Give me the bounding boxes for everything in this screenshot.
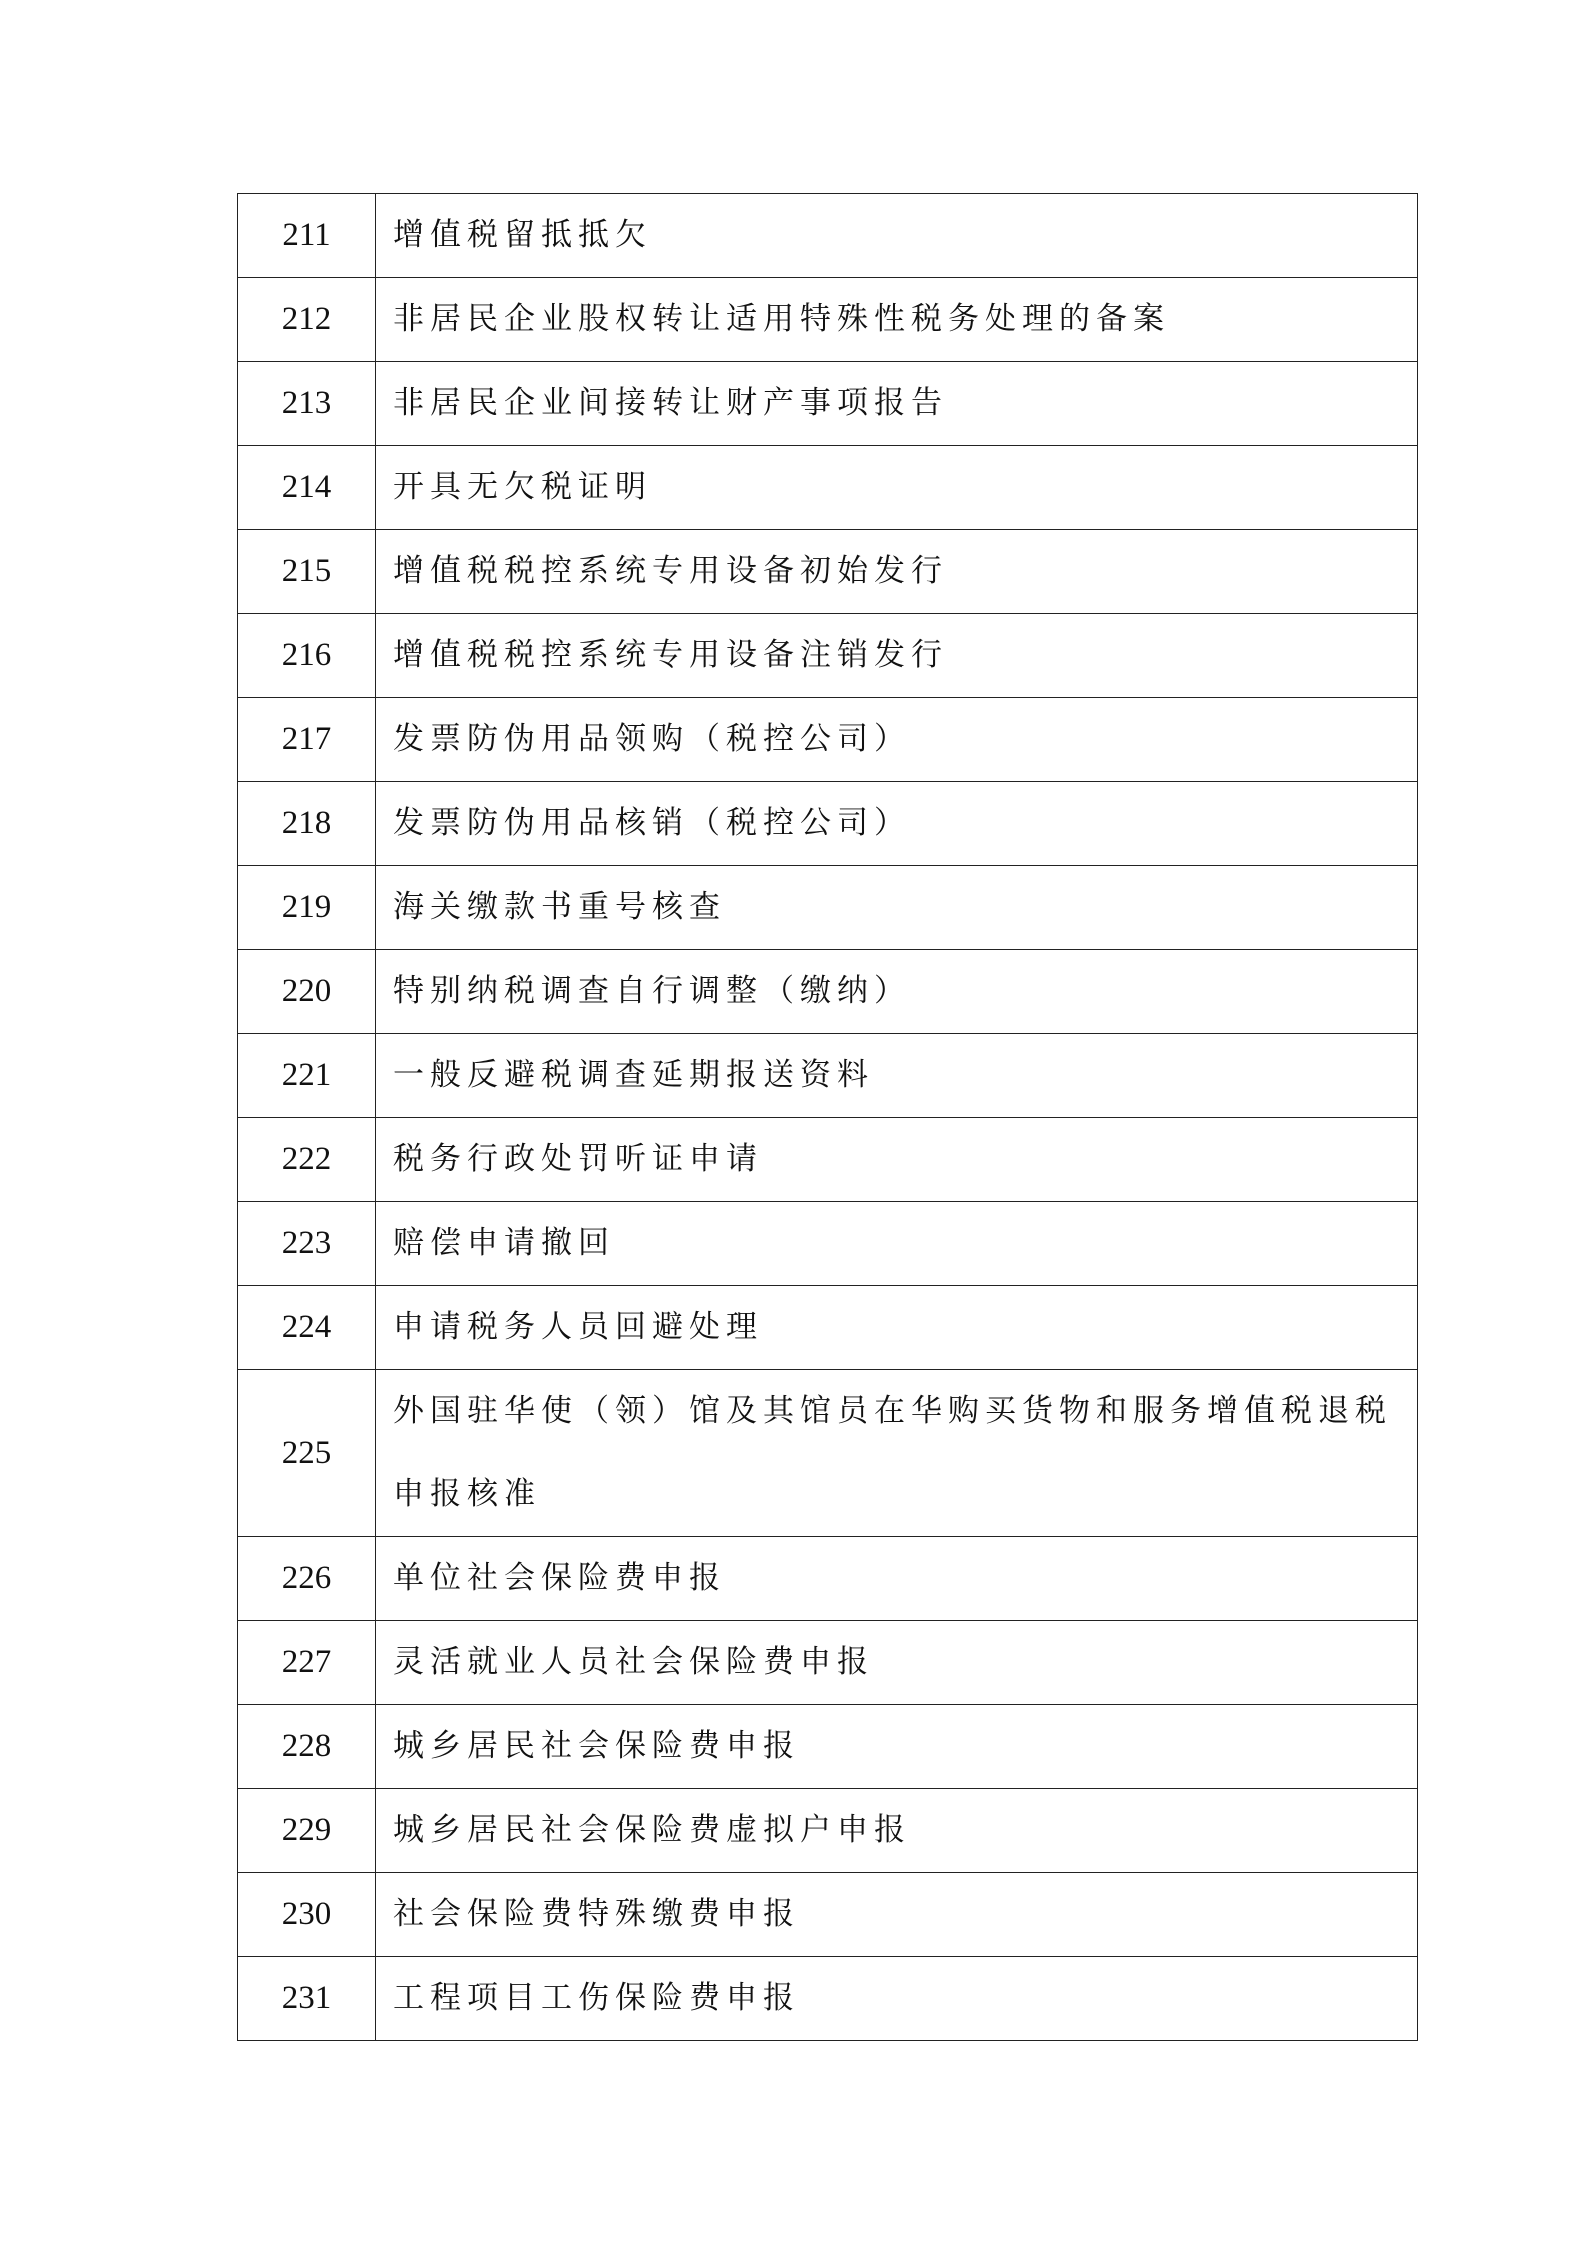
- table-row: [238, 1621, 1418, 1705]
- table-row: [238, 782, 1418, 866]
- row-number: 226: [238, 1537, 376, 1621]
- row-number: 222: [238, 1118, 376, 1202]
- table-row: [238, 446, 1418, 530]
- item-name: 申请税务人员回避处理: [376, 1286, 1418, 1370]
- item-name: 增值税税控系统专用设备初始发行: [376, 530, 1418, 614]
- item-name: 一般反避税调查延期报送资料: [376, 1034, 1418, 1118]
- item-name: 发票防伪用品核销（税控公司）: [376, 782, 1418, 866]
- row-number: 223: [238, 1202, 376, 1286]
- table-row: [238, 614, 1418, 698]
- table-row: [238, 1118, 1418, 1202]
- item-name: 灵活就业人员社会保险费申报: [376, 1621, 1418, 1705]
- item-name: 发票防伪用品领购（税控公司）: [376, 698, 1418, 782]
- row-number: 225: [238, 1370, 376, 1537]
- row-number: 217: [238, 698, 376, 782]
- table-row: [238, 1034, 1418, 1118]
- row-number: 216: [238, 614, 376, 698]
- table-row: [238, 1537, 1418, 1621]
- table-row: [238, 1202, 1418, 1286]
- service-items-table: [237, 193, 1418, 2041]
- item-name: 城乡居民社会保险费虚拟户申报: [376, 1789, 1418, 1873]
- row-number: 214: [238, 446, 376, 530]
- row-number: 219: [238, 866, 376, 950]
- table-row: [238, 866, 1418, 950]
- item-name: 非居民企业间接转让财产事项报告: [376, 362, 1418, 446]
- table-row: [238, 194, 1418, 278]
- item-name: 海关缴款书重号核查: [376, 866, 1418, 950]
- row-number: 215: [238, 530, 376, 614]
- table-row: [238, 1789, 1418, 1873]
- table-row: [238, 1705, 1418, 1789]
- item-name: 赔偿申请撤回: [376, 1202, 1418, 1286]
- row-number: 212: [238, 278, 376, 362]
- row-number: 228: [238, 1705, 376, 1789]
- row-number: 229: [238, 1789, 376, 1873]
- row-number: 227: [238, 1621, 376, 1705]
- table-row: [238, 1370, 1418, 1537]
- row-number: 224: [238, 1286, 376, 1370]
- table-body: [238, 194, 1418, 2041]
- table-row: [238, 1957, 1418, 2041]
- row-number: 220: [238, 950, 376, 1034]
- row-number: 218: [238, 782, 376, 866]
- item-name: 工程项目工伤保险费申报: [376, 1957, 1418, 2041]
- item-name: 社会保险费特殊缴费申报: [376, 1873, 1418, 1957]
- item-name: 城乡居民社会保险费申报: [376, 1705, 1418, 1789]
- row-number: 221: [238, 1034, 376, 1118]
- table-row: [238, 950, 1418, 1034]
- item-name: 增值税留抵抵欠: [376, 194, 1418, 278]
- table-row: [238, 1873, 1418, 1957]
- table-row: [238, 1286, 1418, 1370]
- row-number: 211: [238, 194, 376, 278]
- row-number: 213: [238, 362, 376, 446]
- table-row: [238, 698, 1418, 782]
- table-row: [238, 530, 1418, 614]
- item-name: 外国驻华使（领）馆及其馆员在华购买货物和服务增值税退税申报核准: [376, 1370, 1418, 1537]
- item-name: 税务行政处罚听证申请: [376, 1118, 1418, 1202]
- row-number: 231: [238, 1957, 376, 2041]
- table-row: [238, 278, 1418, 362]
- item-name: 增值税税控系统专用设备注销发行: [376, 614, 1418, 698]
- item-name: 特别纳税调查自行调整（缴纳）: [376, 950, 1418, 1034]
- item-name: 非居民企业股权转让适用特殊性税务处理的备案: [376, 278, 1418, 362]
- table-row: [238, 362, 1418, 446]
- item-name: 单位社会保险费申报: [376, 1537, 1418, 1621]
- row-number: 230: [238, 1873, 376, 1957]
- item-name: 开具无欠税证明: [376, 446, 1418, 530]
